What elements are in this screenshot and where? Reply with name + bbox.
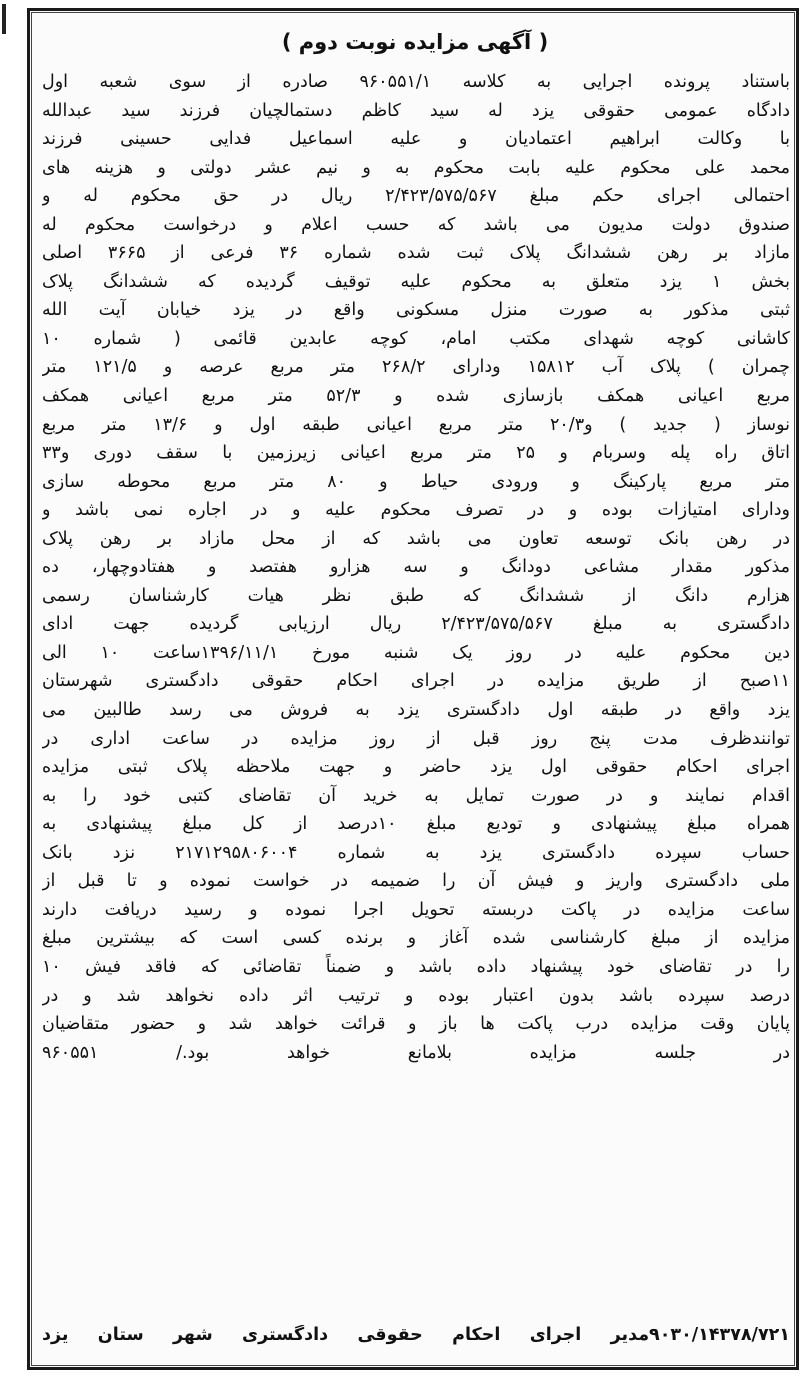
notice-line: مزایده از مبلغ کارشناسی شده آغاز و برنده کسی است که بیشترین مبلغ: [42, 928, 790, 949]
notice-line: ودارای امتیازات بوده و در تصرف محکوم علیه و در اجاره نمی باشد و: [42, 500, 790, 521]
notice-line: همراه مبلغ پیشنهادی و تودیع مبلغ ۱۰درصد از کل مبلغ پیشنهادی به: [42, 814, 790, 835]
notice-line: محمد علی محکوم علیه بابت محکوم به و نیم عشر دولتی و هزینه های: [42, 157, 790, 178]
notice-line: ساعت مزایده در پاکت دربسته تحویل اجرا نموده و رسید دریافت دارند: [42, 899, 790, 920]
page-edge-mark: [2, 4, 6, 34]
notice-line: حساب سپرده دادگستری یزد به شماره ۲۱۷۱۲۹۵۸۰۶۰۰۴ نزد بانک: [42, 842, 790, 863]
notice-line: متر مربع پارکینگ و ورودی حیاط و ۸۰ متر مربع محوطه سازی: [42, 471, 790, 492]
notice-line: دین محکوم علیه در روز یک شنبه مورخ ۱۳۹۶/۱۱/۱ساعت ۱۰ الی: [42, 642, 790, 663]
notice-title: ( آگهی مزایده نوبت دوم ): [281, 30, 549, 54]
notice-line: باستناد پرونده اجرایی به کلاسه ۹۶۰۵۵۱/۱ صادره از سوی شعبه اول: [42, 72, 790, 92]
notice-line: مذکور مقدار مشاعی دودانگ و سه هزارو هفتصد و هفتادوچهار، ده: [42, 557, 790, 578]
notice-line: ملی دادگستری واریز و فیش آن را ضمیمه در خواست نموده و تا قبل از: [42, 871, 790, 892]
notice-line: اجرای احکام حقوقی اول یزد حاضر و جهت ملاحظه پلاک ثبتی مزایده: [42, 757, 790, 778]
notice-line: ۱۱صبح از طریق مزایده در اجرای احکام حقوقی دادگستری شهرستان: [42, 671, 790, 692]
notice-line: نوساز ( جدید ) و۲۰/۳ متر مربع اعیانی طبقه اول و ۱۳/۶ متر مربع: [42, 414, 790, 435]
notice-line: ثبتی مذکور به صورت منزل مسکونی واقع در یزد خیابان آیت الله: [42, 300, 790, 321]
notice-line: اتاق راه پله وسربام و ۲۵ متر مربع اعیانی زیرزمین با سقف دوری و۳۳: [42, 443, 790, 464]
notice-line: دادگاه عمومی حقوقی یزد له سید کاظم دستمالچیان فرزند سید عبدالله: [42, 100, 790, 121]
notice-line: اقدام نمایند و در صورت تمایل به خرید آن تقاضای کتبی خود را به: [42, 785, 790, 806]
notice-line: در جلسه مزایده بلامانع خواهد بود./ ۹۶۰۵۵۱: [42, 1042, 790, 1063]
notice-line: مازاد بر رهن ششدانگ پلاک ثبت شده شماره ۳۶ فرعی از ۳۶۶۵ اصلی: [42, 243, 790, 264]
notice-line: بخش ۱ یزد متعلق به محکوم علیه توقیف گردیده که ششدانگ پلاک: [42, 271, 790, 292]
notice-signature: ۹۰۳۰/۱۴۳۷۸/۷۲۱مدیر اجرای احکام حقوقی دادگستری شهر ستان یزد: [42, 1325, 790, 1345]
notice-line: در رهن بانک توسعه تعاون می باشد که از محل مازاد بر رهن پلاک: [42, 528, 790, 549]
notice-line: توانندظرف مدت پنج روز قبل از روز مزایده در ساعت اداری در: [42, 728, 790, 749]
notice-line: را در تقاضای خود پیشنهاد داده باشد و ضمناً تقاضائی که فاقد فیش ۱۰: [42, 956, 790, 977]
notice-line: هزارم دانگ از ششدانگ که طبق نظر هیات کارشناسان رسمی: [42, 585, 790, 606]
notice-line: درصد سپرده باشد بدون اعتبار بوده و ترتیب اثر داده نخواهد شد و در: [42, 985, 790, 1006]
notice-body: [42, 68, 790, 1067]
notice-line: یزد واقع در طبقه اول دادگستری یزد به فروش می رسد طالبین می: [42, 700, 790, 721]
notice-line: چمران ) پلاک آب ۱۵۸۱۲ ودارای ۲۶۸/۲ متر مربع عرصه و ۱۲۱/۵ متر: [42, 357, 790, 378]
notice-line: احتمالی اجرای حکم مبلغ ۲/۴۲۳/۵۷۵/۵۶۷ ریال در حق محکوم له و: [42, 186, 790, 207]
notice-line: صندوق دولت مدیون می باشد که حسب اعلام و درخواست محکوم له: [42, 214, 790, 235]
notice-line: پایان وقت مزایده درب پاکت ها باز و قرائت خواهد شد و حضور متقاضیان: [42, 1014, 790, 1035]
notice-line: دادگستری به مبلغ ۲/۴۲۳/۵۷۵/۵۶۷ ریال ارزیابی گردیده جهت ادای: [42, 614, 790, 635]
notice-line: کاشانی کوچه شهدای مکتب امام، کوچه عابدین قائمی ( شماره ۱۰: [42, 328, 790, 349]
notice-line: با وکالت ابراهیم اعتمادیان و علیه اسماعیل فدایی حسینی فرزند: [42, 129, 790, 150]
notice-line: مربع اعیانی همکف بازسازی شده و ۵۲/۳ متر مربع اعیانی همکف: [42, 386, 790, 407]
